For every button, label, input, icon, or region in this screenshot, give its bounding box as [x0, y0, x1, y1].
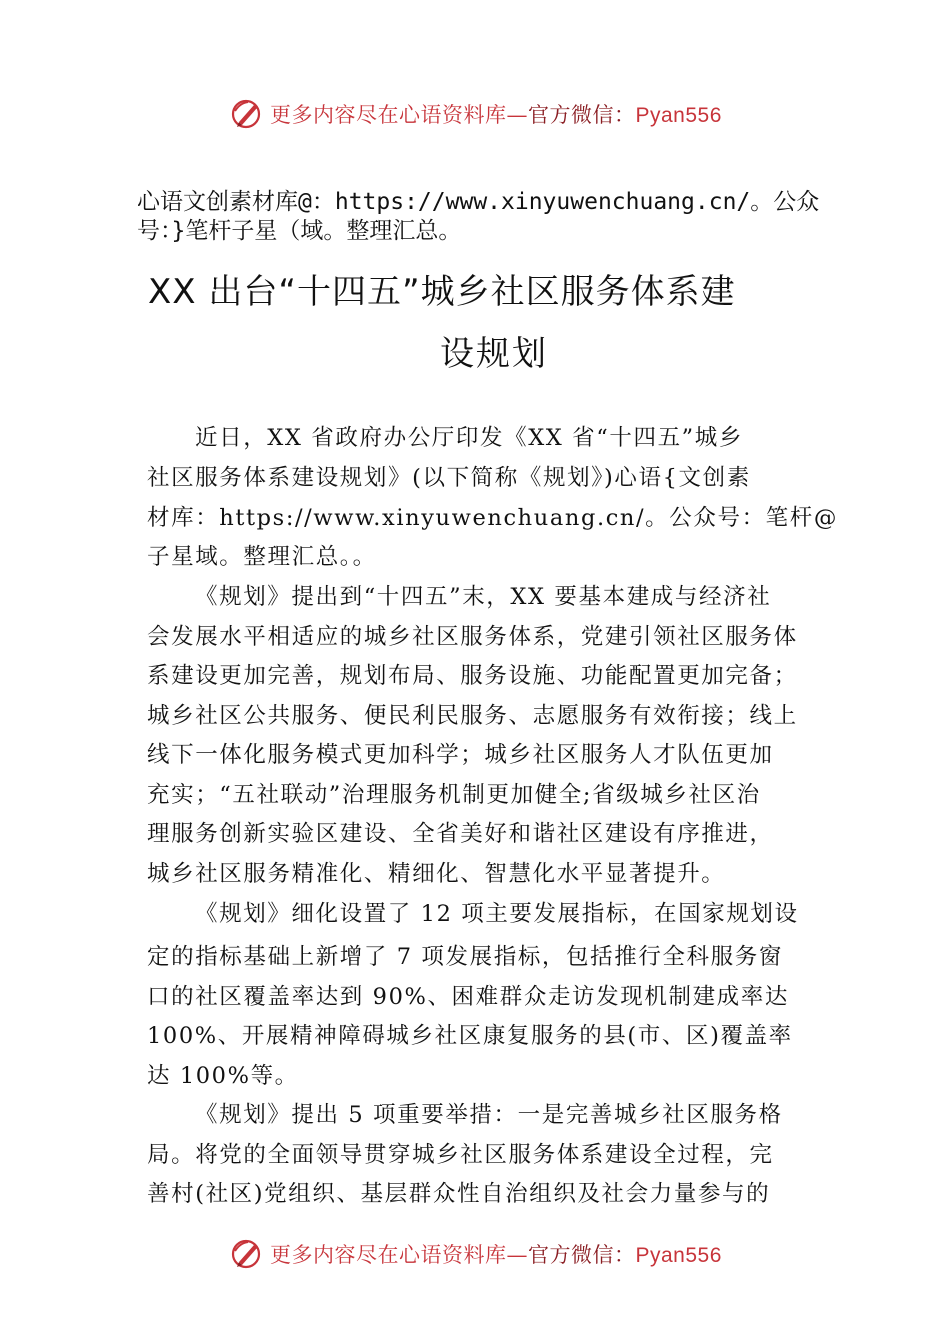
body-line: 善村(社区)党组织、基层群众性自治组织及社会力量参与的	[147, 1181, 771, 1207]
pen-logo-icon	[230, 1237, 264, 1271]
body-line: 子星域。整理汇总。。	[147, 544, 377, 570]
body-line: 充实；“五社联动”治理服务机制更加健全;省级城乡社区治	[147, 782, 761, 808]
wechat-label: 官方微信：	[528, 1243, 636, 1267]
body-line: 材库：https://www.xinyuwenchuang.cn/。公众号：笔杆@	[147, 505, 838, 531]
body-line: 100%、开展精神障碍城乡社区康复服务的县(市、区)覆盖率	[147, 1023, 793, 1049]
wechat-label: 官方微信：	[528, 103, 636, 127]
body-line: 系建设更加完善，规划布局、服务设施、功能配置更加完备；	[147, 663, 798, 689]
document-title-line-1: XX 出台“十四五”城乡社区服务体系建	[148, 272, 736, 312]
separator: —	[506, 103, 528, 127]
body-line: 近日，XX 省政府办公厅印发《XX 省“十四五”城乡	[195, 425, 743, 451]
footer-banner-text	[270, 1239, 722, 1269]
separator: —	[506, 1243, 528, 1267]
body-line: 城乡社区服务精准化、精细化、智慧化水平显著提升。	[147, 861, 726, 887]
body-line: 局。将党的全面领导贯穿城乡社区服务体系建设全过程，完	[147, 1142, 774, 1168]
body-line: 社区服务体系建设规划》(以下简称《规划》)心语{文创素	[147, 465, 751, 491]
body-line: 会发展水平相适应的城乡社区服务体系，党建引领社区服务体	[147, 624, 798, 650]
header-banner	[230, 94, 730, 134]
promo-text: 更多内容尽在心语资料库	[270, 103, 507, 127]
body-line: 《规划》细化设置了 12 项主要发展指标，在国家规划设	[195, 901, 799, 927]
document-title-line-2: 设规划	[440, 334, 548, 374]
source-line-1: 心语文创素材库@：https://www.xinyuwenchuang.cn/。公众	[137, 189, 820, 215]
pen-logo-icon	[230, 97, 264, 131]
footer-banner	[230, 1234, 730, 1274]
body-line: 达 100%等。	[147, 1063, 299, 1089]
wechat-id: Pyan556	[635, 104, 722, 127]
body-line: 定的指标基础上新增了 7 项发展指标，包括推行全科服务窗	[147, 944, 783, 970]
body-line: 线下一体化服务模式更加科学；城乡社区服务人才队伍更加	[147, 742, 774, 768]
promo-text: 更多内容尽在心语资料库	[270, 1243, 507, 1267]
body-line: 口的社区覆盖率达到 90%、困难群众走访发现机制建成率达	[147, 984, 789, 1010]
body-line: 《规划》提出到“十四五”末，XX 要基本建成与经济社	[195, 584, 772, 610]
body-line: 《规划》提出 5 项重要举措：一是完善城乡社区服务格	[195, 1102, 783, 1128]
wechat-id: Pyan556	[635, 1244, 722, 1267]
source-line-2: 号：}笔杆子星（域。整理汇总。	[137, 218, 462, 244]
header-banner-text	[270, 99, 722, 129]
body-line: 城乡社区公共服务、便民利民服务、志愿服务有效衔接；线上	[147, 703, 798, 729]
body-line: 理服务创新实验区建设、全省美好和谐社区建设有序推进，	[147, 821, 774, 847]
